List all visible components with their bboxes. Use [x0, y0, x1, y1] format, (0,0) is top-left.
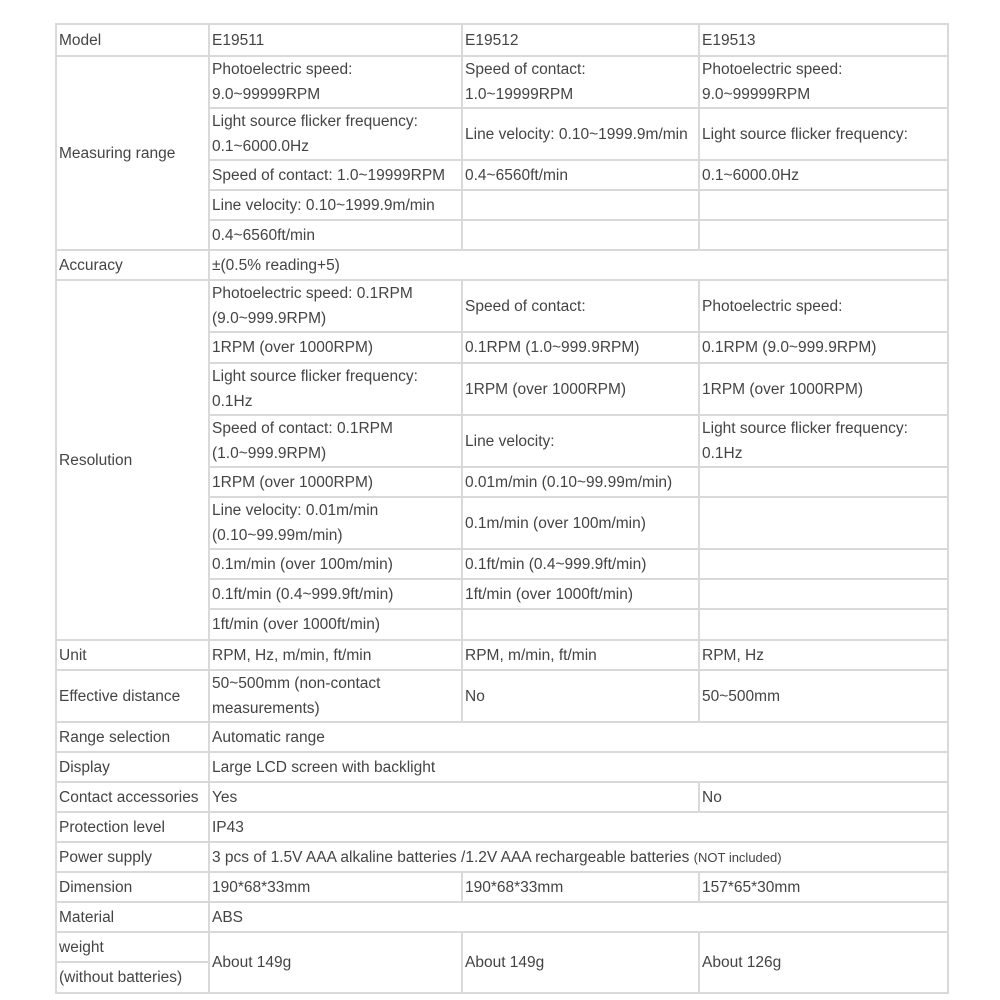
measuring-range-cell: Light source flicker frequency: — [699, 108, 948, 160]
label-power-supply: Power supply — [56, 842, 209, 872]
weight-value: About 149g — [209, 932, 462, 993]
effective-distance-value: 50~500mm (non-contact measurements) — [209, 670, 462, 722]
label-model: Model — [56, 24, 209, 56]
unit-value: RPM, Hz — [699, 640, 948, 670]
label-dimension: Dimension — [56, 872, 209, 902]
contact-accessories-value: Yes — [209, 782, 699, 812]
material-value: ABS — [209, 902, 948, 932]
label-contact-accessories: Contact accessories — [56, 782, 209, 812]
dimension-value: 190*68*33mm — [209, 872, 462, 902]
resolution-cell: 0.01m/min (0.10~99.99m/min) — [462, 467, 699, 497]
resolution-cell: Speed of contact: — [462, 280, 699, 332]
measuring-range-cell: Photoelectric speed: 9.0~99999RPM — [699, 56, 948, 108]
resolution-row — [56, 280, 948, 332]
resolution-cell: Photoelectric speed: — [699, 280, 948, 332]
row-accuracy — [56, 250, 948, 280]
row-display — [56, 752, 948, 782]
label-protection-level: Protection level — [56, 812, 209, 842]
power-supply-note: (NOT included) — [693, 849, 782, 865]
measuring-range-cell: 0.4~6560ft/min — [209, 220, 462, 250]
model-e19511: E19511 — [209, 24, 462, 56]
model-e19513: E19513 — [699, 24, 948, 56]
range-selection-value: Automatic range — [209, 722, 948, 752]
resolution-cell — [699, 497, 948, 549]
row-weight — [56, 932, 948, 962]
measuring-range-cell — [462, 220, 699, 250]
resolution-cell: 1RPM (over 1000RPM) — [462, 363, 699, 415]
spec-table — [55, 23, 949, 994]
row-model — [56, 24, 948, 56]
resolution-cell: 1RPM (over 1000RPM) — [699, 363, 948, 415]
unit-value: RPM, m/min, ft/min — [462, 640, 699, 670]
measuring-range-cell: 0.4~6560ft/min — [462, 160, 699, 190]
label-resolution: Resolution — [56, 280, 209, 640]
resolution-cell: Photoelectric speed: 0.1RPM (9.0~999.9RPM) — [209, 280, 462, 332]
label-unit: Unit — [56, 640, 209, 670]
effective-distance-value: No — [462, 670, 699, 722]
label-measuring-range: Measuring range — [56, 56, 209, 250]
resolution-cell — [699, 467, 948, 497]
resolution-cell: 0.1m/min (over 100m/min) — [462, 497, 699, 549]
measuring-range-cell — [699, 190, 948, 220]
label-weight-sub: (without batteries) — [56, 962, 209, 993]
accuracy-value: ±(0.5% reading+5) — [209, 250, 948, 280]
measuring-range-cell: Line velocity: 0.10~1999.9m/min — [209, 190, 462, 220]
resolution-cell: 1RPM (over 1000RPM) — [209, 332, 462, 363]
resolution-cell: 0.1ft/min (0.4~999.9ft/min) — [209, 579, 462, 609]
dimension-value: 157*65*30mm — [699, 872, 948, 902]
resolution-cell: 1ft/min (over 1000ft/min) — [209, 609, 462, 640]
measuring-range-cell: 0.1~6000.0Hz — [699, 160, 948, 190]
resolution-cell: 1RPM (over 1000RPM) — [209, 467, 462, 497]
row-range-selection — [56, 722, 948, 752]
row-power-supply — [56, 842, 948, 872]
contact-accessories-value: No — [699, 782, 948, 812]
measuring-range-cell: Line velocity: 0.10~1999.9m/min — [462, 108, 699, 160]
resolution-cell: 0.1RPM (1.0~999.9RPM) — [462, 332, 699, 363]
measuring-range-cell: Photoelectric speed: 9.0~99999RPM — [209, 56, 462, 108]
protection-level-value: IP43 — [209, 812, 948, 842]
dimension-value: 190*68*33mm — [462, 872, 699, 902]
resolution-cell: 1ft/min (over 1000ft/min) — [462, 579, 699, 609]
resolution-cell: Light source flicker frequency: 0.1Hz — [699, 415, 948, 467]
power-supply-text: 3 pcs of 1.5V AAA alkaline batteries /1.2V AAA rechargeable batteries — [212, 848, 690, 866]
measuring-range-cell — [462, 190, 699, 220]
measuring-range-cell: Light source flicker frequency: 0.1~6000.0Hz — [209, 108, 462, 160]
display-value: Large LCD screen with backlight — [209, 752, 948, 782]
effective-distance-value: 50~500mm — [699, 670, 948, 722]
unit-value: RPM, Hz, m/min, ft/min — [209, 640, 462, 670]
row-material — [56, 902, 948, 932]
row-effective-distance — [56, 670, 948, 722]
label-display: Display — [56, 752, 209, 782]
resolution-cell: Speed of contact: 0.1RPM (1.0~999.9RPM) — [209, 415, 462, 467]
weight-value: About 149g — [462, 932, 699, 993]
resolution-cell: Light source flicker frequency: 0.1Hz — [209, 363, 462, 415]
label-range-selection: Range selection — [56, 722, 209, 752]
resolution-cell: Line velocity: 0.01m/min (0.10~99.99m/min) — [209, 497, 462, 549]
power-supply-value — [209, 842, 948, 872]
weight-value: About 126g — [699, 932, 948, 993]
measuring-range-cell: Speed of contact: 1.0~19999RPM — [209, 160, 462, 190]
label-material: Material — [56, 902, 209, 932]
measuring-range-cell — [699, 220, 948, 250]
resolution-cell: 0.1ft/min (0.4~999.9ft/min) — [462, 549, 699, 579]
resolution-cell — [699, 609, 948, 640]
measuring-range-row — [56, 56, 948, 108]
label-effective-distance: Effective distance — [56, 670, 209, 722]
resolution-cell — [699, 579, 948, 609]
row-unit — [56, 640, 948, 670]
label-weight: weight — [56, 932, 209, 962]
row-contact-accessories — [56, 782, 948, 812]
row-dimension — [56, 872, 948, 902]
resolution-cell: Line velocity: — [462, 415, 699, 467]
resolution-cell — [462, 609, 699, 640]
model-e19512: E19512 — [462, 24, 699, 56]
measuring-range-cell: Speed of contact: 1.0~19999RPM — [462, 56, 699, 108]
resolution-cell: 0.1m/min (over 100m/min) — [209, 549, 462, 579]
resolution-cell — [699, 549, 948, 579]
resolution-cell: 0.1RPM (9.0~999.9RPM) — [699, 332, 948, 363]
label-accuracy: Accuracy — [56, 250, 209, 280]
row-protection-level — [56, 812, 948, 842]
